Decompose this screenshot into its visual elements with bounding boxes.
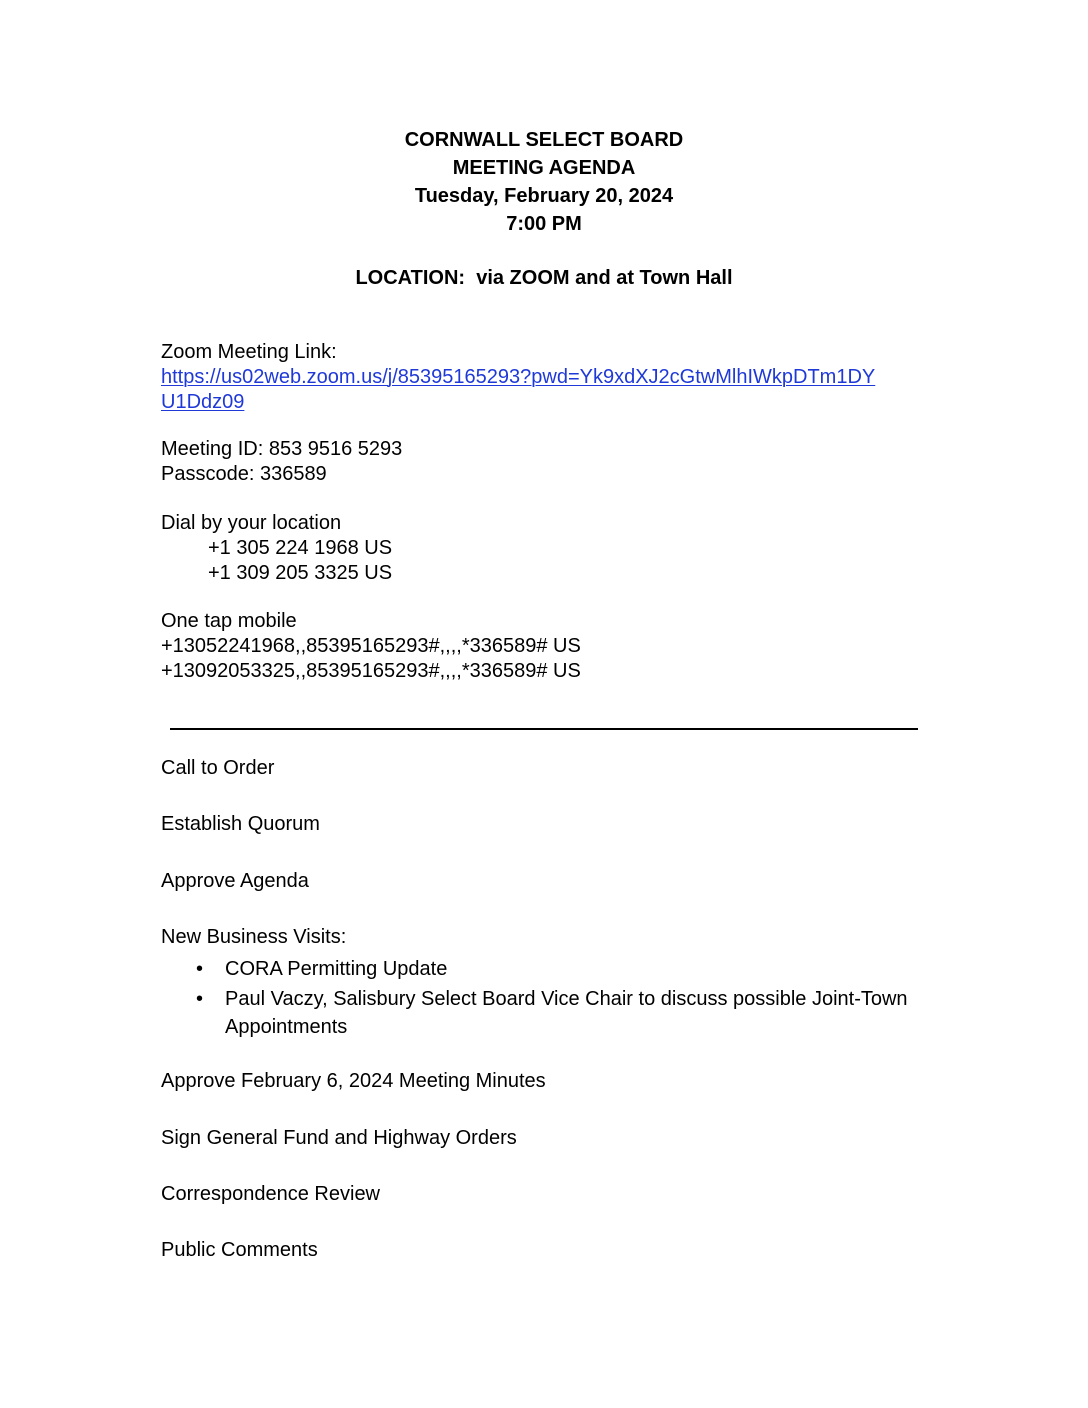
agenda-item-approve-agenda: Approve Agenda — [161, 870, 309, 892]
dial-section — [161, 511, 392, 586]
agenda-item-establish-quorum: Establish Quorum — [161, 813, 320, 835]
meeting-id: Meeting ID: 853 9516 5293 — [161, 438, 403, 460]
new-business-list — [161, 955, 921, 1041]
onetap-label: One tap mobile — [161, 610, 297, 632]
zoom-link-section — [161, 340, 875, 415]
zoom-link-url-part1[interactable]: https://us02web.zoom.us/j/85395165293?pwd=Yk9xdXJ2cGtwMlhIWkpDTm1DY — [161, 366, 876, 388]
agenda-item-call-to-order: Call to Order — [161, 757, 275, 779]
zoom-link-label: Zoom Meeting Link: — [161, 341, 337, 363]
meeting-time: 7:00 PM — [506, 213, 582, 235]
bullet-icon: • — [196, 958, 204, 980]
org-title: CORNWALL SELECT BOARD — [404, 129, 684, 151]
meeting-location: LOCATION: via ZOOM and at Town Hall — [355, 267, 733, 289]
onetap-number: +13092053325,,85395165293#,,,,*336589# US — [161, 660, 581, 682]
dial-label: Dial by your location — [161, 512, 342, 534]
agenda-item-sign-orders: Sign General Fund and Highway Orders — [161, 1127, 517, 1149]
agenda-item-approve-minutes: Approve February 6, 2024 Meeting Minutes — [161, 1070, 546, 1092]
section-divider — [170, 728, 918, 730]
agenda-item-public-comments: Public Comments — [161, 1239, 318, 1261]
meeting-date: Tuesday, February 20, 2024 — [414, 185, 674, 207]
list-item-text: Paul Vaczy, Salisbury Select Board Vice Chair to discuss possible Joint-Town Appointments — [225, 988, 908, 1038]
dial-number: +1 305 224 1968 US — [208, 537, 393, 559]
zoom-link-url-part2[interactable]: U1Ddz09 — [161, 391, 245, 413]
document-header — [0, 126, 1088, 238]
agenda-item-new-business: New Business Visits: — [161, 926, 347, 948]
list-item — [161, 985, 921, 1041]
passcode: Passcode: 336589 — [161, 463, 327, 485]
zoom-credentials — [161, 437, 402, 487]
list-item — [161, 955, 921, 983]
agenda-item-correspondence: Correspondence Review — [161, 1183, 381, 1205]
onetap-section — [161, 609, 581, 684]
doc-type-title: MEETING AGENDA — [452, 157, 636, 179]
onetap-number: +13052241968,,85395165293#,,,,*336589# US — [161, 635, 581, 657]
list-item-text: CORA Permitting Update — [225, 958, 448, 980]
dial-number: +1 309 205 3325 US — [208, 562, 393, 584]
bullet-icon: • — [196, 988, 204, 1010]
